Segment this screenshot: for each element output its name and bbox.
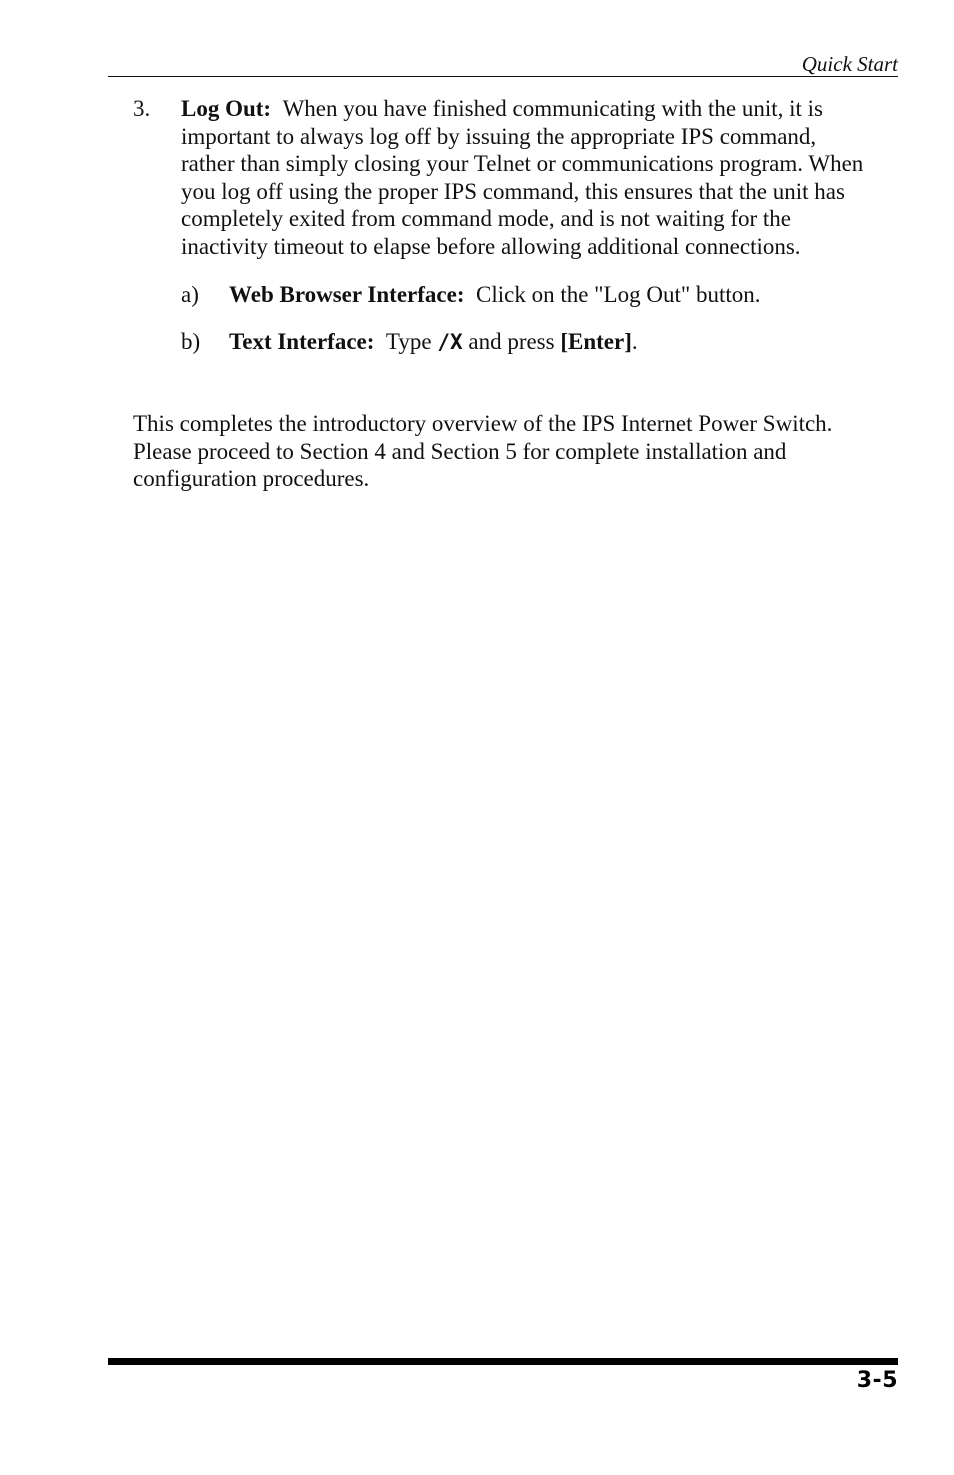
sub-item-heading: Text Interface:	[229, 329, 375, 354]
sub-item-heading: Web Browser Interface:	[229, 282, 465, 307]
step-number: 3.	[133, 96, 151, 121]
key-name: [Enter]	[560, 329, 632, 354]
sub-item-content	[229, 281, 879, 309]
closing-paragraph: This completes the introductory overview of the IPS Internet Power Switch. Please proceed to Section 4 and Section 5 for complete installation and configuration procedures.	[133, 411, 833, 491]
step-text: When you have finished communicating with the unit, it is important to always log off by issuing the appropriate IPS command, rather than simply closing your Telnet or communications program. When you log off using the proper IPS command, this ensures that the unit has completely exited from command mode, and is not waiting for the inactivity timeout to elapse before allowing additional connections.	[181, 96, 864, 259]
footer-rule	[108, 1358, 898, 1365]
sub-item-text-middle: and press	[468, 329, 555, 354]
sub-item-text: Click on the "Log Out" button.	[475, 282, 761, 307]
header-rule	[108, 76, 898, 77]
step-content	[181, 95, 871, 260]
sub-item-letter: a)	[181, 282, 199, 307]
sub-item-text-after: .	[631, 329, 638, 354]
sub-item-text-before: Type	[385, 329, 432, 354]
page-number: 3-5	[856, 1368, 898, 1393]
header-title: Quick Start	[801, 52, 898, 76]
command-text: /X	[437, 330, 463, 354]
sub-item-content	[229, 328, 879, 357]
sub-item-letter: b)	[181, 329, 201, 354]
page-header	[108, 52, 898, 76]
step-heading: Log Out:	[181, 96, 272, 121]
